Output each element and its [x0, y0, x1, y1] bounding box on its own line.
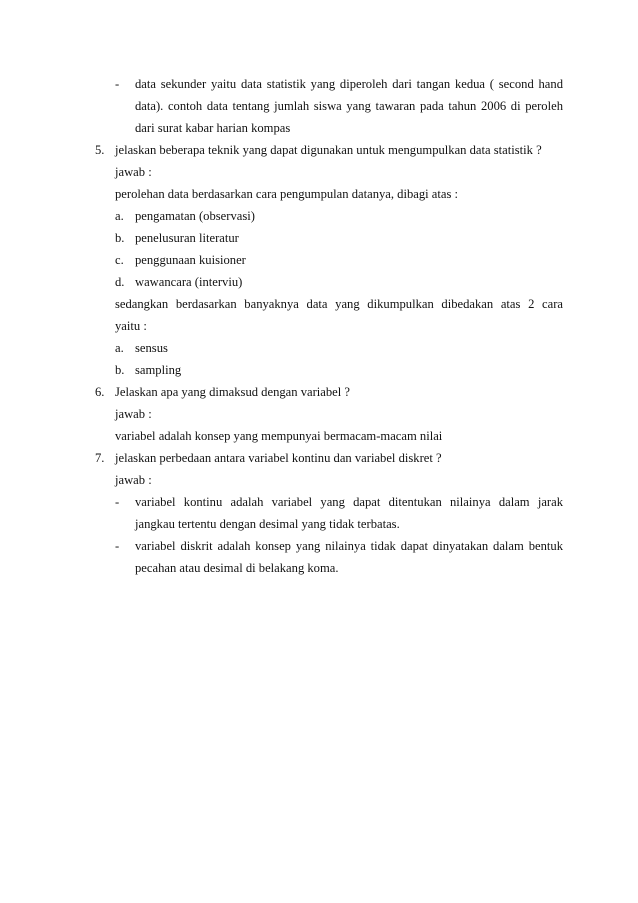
answer-text: yaitu :	[115, 319, 147, 333]
q7-item-2-line-1	[95, 535, 563, 557]
q7-jawab	[95, 469, 563, 491]
list-item	[95, 205, 563, 227]
answer-text: perolehan data berdasarkan cara pengumpulan datanya, dibagi atas :	[115, 187, 459, 201]
answer-text: sedangkan berdasarkan banyaknya data yang dikumpulkan dibedakan atas 2 cara	[115, 297, 563, 311]
q4-answer-line-2	[95, 95, 563, 117]
question-number: 6.	[95, 385, 105, 399]
q6-question	[95, 381, 563, 403]
q5-jawab	[95, 161, 563, 183]
question-text: jelaskan perbedaan antara variabel kontinu dan variabel diskret ?	[115, 451, 442, 465]
list-item	[95, 271, 563, 293]
answer-text: variabel adalah konsep yang mempunyai bermacam-macam nilai	[115, 429, 443, 443]
list-marker: c.	[115, 253, 124, 267]
list-item	[95, 227, 563, 249]
q5-second-line-1	[95, 293, 563, 315]
list-item-text: penelusuran literatur	[135, 231, 239, 245]
list-marker: a.	[115, 341, 124, 355]
answer-label: jawab :	[115, 165, 152, 179]
q4-answer-line-3	[95, 117, 563, 139]
question-text: Jelaskan apa yang dimaksud dengan variabel ?	[115, 385, 350, 399]
question-number: 5.	[95, 143, 105, 157]
answer-label: jawab :	[115, 473, 152, 487]
q5-second-line-2	[95, 315, 563, 337]
list-item-text: penggunaan kuisioner	[135, 253, 246, 267]
list-item-text: jangkau tertentu dengan desimal yang tidak terbatas.	[135, 517, 400, 531]
question-text: jelaskan beberapa teknik yang dapat digunakan untuk mengumpulkan data statistik ?	[115, 143, 542, 157]
list-item	[95, 359, 563, 381]
q4-answer-text: data). contoh data tentang jumlah siswa yang tawaran pada tahun 2006 di peroleh	[135, 99, 563, 113]
q5-question	[95, 139, 563, 161]
q4-answer-text: data sekunder yaitu data statistik yang diperoleh dari tangan kedua ( second hand	[135, 77, 563, 91]
q6-answer	[95, 425, 563, 447]
list-item-text: pengamatan (observasi)	[135, 209, 255, 223]
q5-intro	[95, 183, 563, 205]
q6-jawab	[95, 403, 563, 425]
list-dash: -	[115, 495, 120, 509]
list-item	[95, 249, 563, 271]
list-item-text: variabel diskrit adalah konsep yang nilainya tidak dapat dinyatakan dalam bentuk	[135, 539, 563, 553]
list-marker: b.	[115, 363, 125, 377]
answer-label: jawab :	[115, 407, 152, 421]
list-dash: -	[115, 539, 120, 553]
list-marker: a.	[115, 209, 124, 223]
q7-item-1-line-2	[95, 513, 563, 535]
list-marker: d.	[115, 275, 125, 289]
q7-question	[95, 447, 563, 469]
q7-item-2-line-2	[95, 557, 563, 579]
list-item	[95, 337, 563, 359]
list-item-text: sampling	[135, 363, 182, 377]
q7-item-1-line-1	[95, 491, 563, 513]
list-dash: -	[115, 77, 120, 91]
list-item-text: wawancara (interviu)	[135, 275, 243, 289]
q4-answer-line-1	[95, 73, 563, 95]
document-content	[95, 73, 563, 579]
list-item-text: variabel kontinu adalah variabel yang dapat ditentukan nilainya dalam jarak	[135, 495, 563, 509]
q4-answer-text: dari surat kabar harian kompas	[135, 121, 291, 135]
list-marker: b.	[115, 231, 125, 245]
list-item-text: sensus	[135, 341, 168, 355]
list-item-text: pecahan atau desimal di belakang koma.	[135, 561, 339, 575]
question-number: 7.	[95, 451, 105, 465]
